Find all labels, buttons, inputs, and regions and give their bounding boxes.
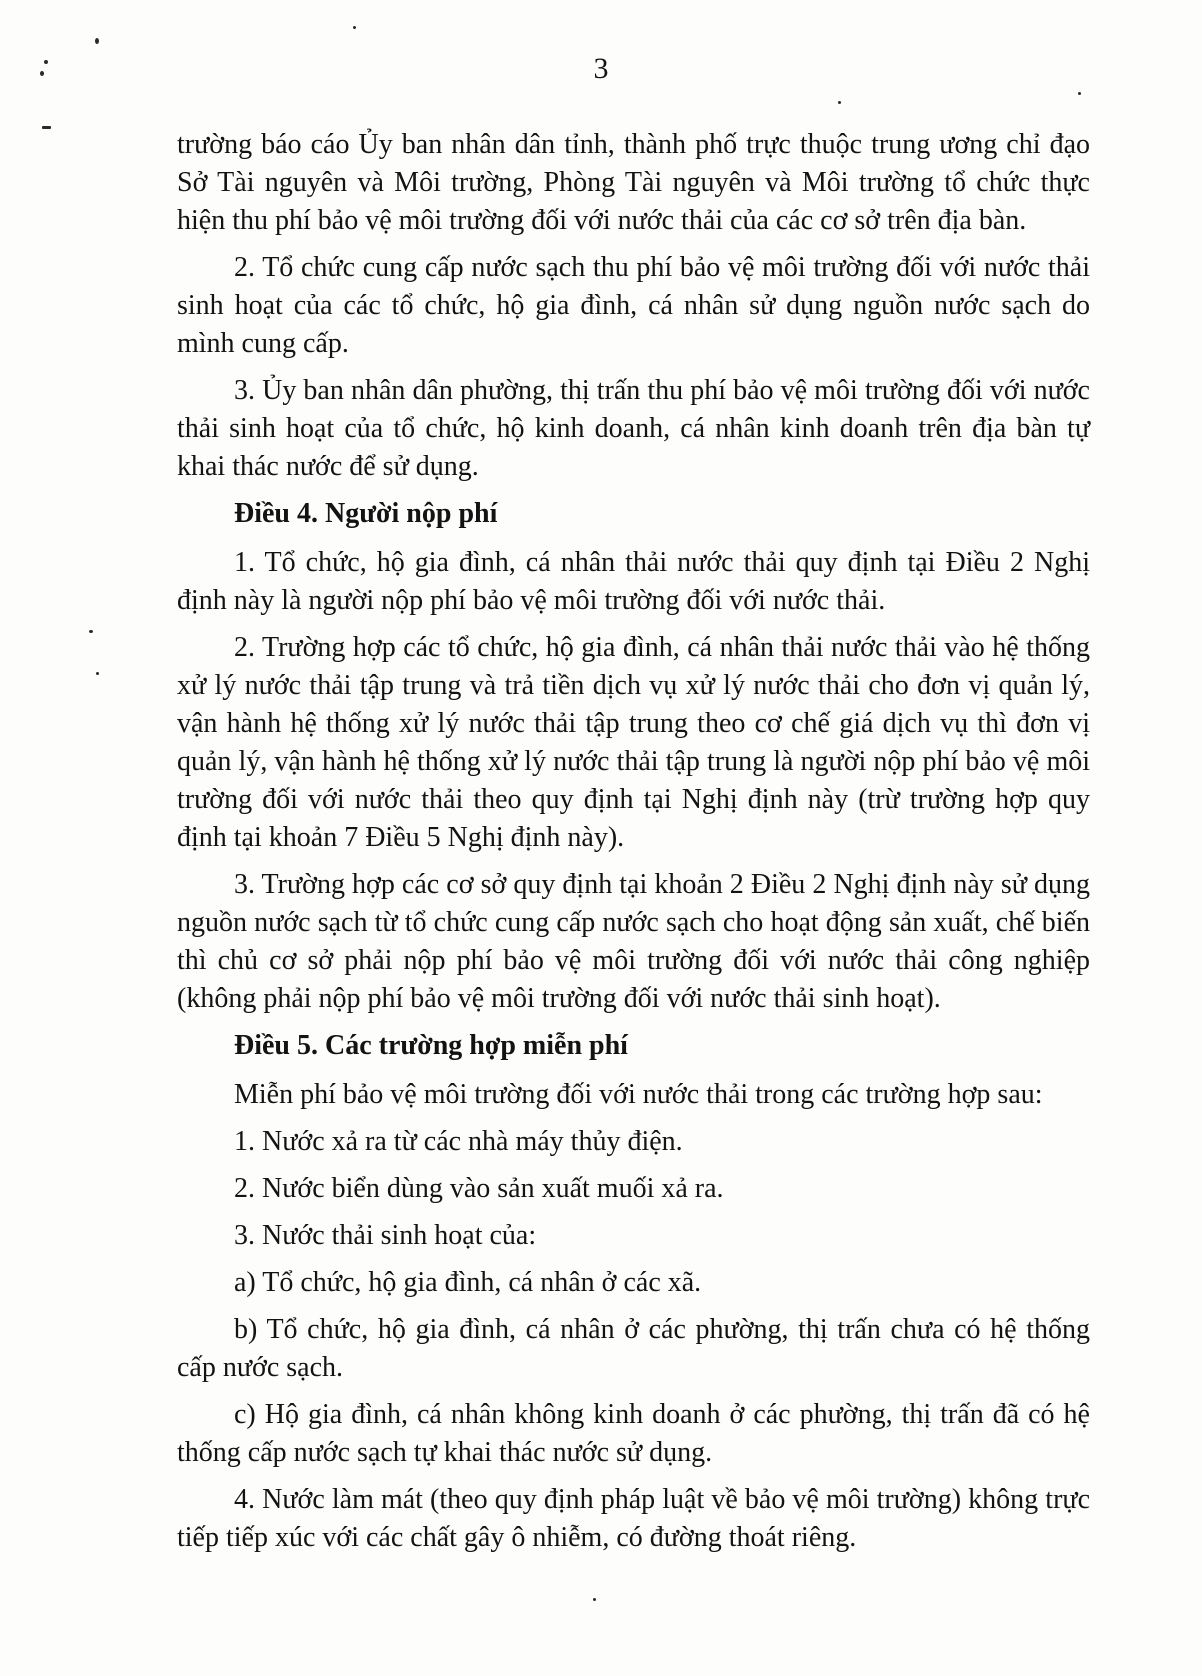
paragraph-dieu4-item-2: 2. Trường hợp các tổ chức, hộ gia đình, cá nhân thải nước thải vào hệ thống xử lý nước thải tập trung và trả tiền dịch vụ xử lý nước thải cho đơn vị quản lý, vận hành hệ thống xử lý nước thải tập trung theo cơ chế giá dịch vụ thì đơn vị quản lý, vận hành hệ thống xử lý nước thải tập trung là người nộp phí bảo vệ môi trường đối với nước thải theo quy định tại Nghị định này (trừ trường hợp quy định tại khoản 7 Điều 5 Nghị định này). [177,632,1090,853]
scan-speck [44,60,48,64]
section-heading-dieu-4: Điều 4. Người nộp phí [234,498,498,529]
paragraph-dieu5-item-2: 2. Nước biển dùng vào sản xuất muối xả ra. [234,1173,724,1204]
paragraph-dieu5-item-1: 1. Nước xả ra từ các nhà máy thủy điện. [234,1126,683,1157]
scan-speck [353,26,356,29]
paragraph-dieu5-item-3c: c) Hộ gia đình, cá nhân không kinh doanh ở các phường, thị trấn đã có hệ thống cấp nước sạch tự khai thác nước sử dụng. [177,1399,1090,1468]
page-number: 3 [593,52,609,85]
paragraph-continuation: trường báo cáo Ủy ban nhân dân tỉnh, thành phố trực thuộc trung ương chỉ đạo Sở Tài nguyên và Môi trường, Phòng Tài nguyên và Môi trường tổ chức thực hiện thu phí bảo vệ môi trường đối với nước thải của các cơ sở trên địa bàn. [177,129,1090,236]
scan-speck [96,672,99,675]
scan-speck [1078,92,1081,95]
paragraph-dieu5-item-4: 4. Nước làm mát (theo quy định pháp luật về bảo vệ môi trường) không trực tiếp tiếp xúc với các chất gây ô nhiễm, có đường thoát riêng. [177,1484,1090,1553]
scan-speck [593,1598,596,1601]
document-body [177,126,1090,1566]
paragraph-dieu5-item-3b: b) Tổ chức, hộ gia đình, cá nhân ở các phường, thị trấn chưa có hệ thống cấp nước sạch. [177,1314,1090,1383]
scan-speck [40,71,44,76]
paragraph-item-3: 3. Ủy ban nhân dân phường, thị trấn thu phí bảo vệ môi trường đối với nước thải sinh hoạt của tổ chức, hộ kinh doanh, cá nhân kinh doanh trên địa bàn tự khai thác nước để sử dụng. [177,375,1090,482]
section-heading-dieu-5: Điều 5. Các trường hợp miễn phí [234,1030,628,1061]
paragraph-dieu4-item-1: 1. Tổ chức, hộ gia đình, cá nhân thải nước thải quy định tại Điều 2 Nghị định này là người nộp phí bảo vệ môi trường đối với nước thải. [177,547,1090,616]
paragraph-item-2: 2. Tổ chức cung cấp nước sạch thu phí bảo vệ môi trường đối với nước thải sinh hoạt của các tổ chức, hộ gia đình, cá nhân sử dụng nguồn nước sạch do mình cung cấp. [177,252,1090,359]
paragraph-dieu5-item-3: 3. Nước thải sinh hoạt của: [234,1220,537,1251]
paragraph-dieu4-item-3: 3. Trường hợp các cơ sở quy định tại khoản 2 Điều 2 Nghị định này sử dụng nguồn nước sạch từ tổ chức cung cấp nước sạch cho hoạt động sản xuất, chế biến thì chủ cơ sở phải nộp phí bảo vệ môi trường đối với nước thải công nghiệp (không phải nộp phí bảo vệ môi trường đối với nước thải sinh hoạt). [177,869,1090,1014]
scan-speck [838,101,841,104]
scan-speck [89,630,93,633]
paragraph-dieu5-intro: Miễn phí bảo vệ môi trường đối với nước thải trong các trường hợp sau: [234,1079,1043,1110]
scan-speck [42,126,51,129]
scan-speck [95,38,99,44]
paragraph-dieu5-item-3a: a) Tổ chức, hộ gia đình, cá nhân ở các xã. [234,1267,702,1298]
